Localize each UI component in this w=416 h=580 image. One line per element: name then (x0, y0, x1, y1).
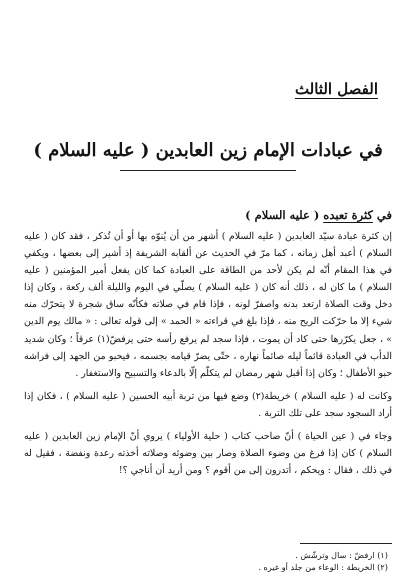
footnote-divider (300, 543, 392, 544)
section-heading (245, 208, 392, 222)
footnote-1: (١) ارفضّ : سال وترشّش . (295, 550, 388, 560)
chapter-title: في عبادات الإمام زين العابدين ( عليه السلام ) (33, 140, 383, 161)
chapter-label: الفصل الثالث (294, 80, 378, 98)
section-heading-suffix: ( عليه السلام ) (245, 208, 324, 222)
body-text (24, 228, 392, 485)
footnotes (258, 549, 388, 573)
paragraph-2: وكانت له ( عليه السلام ) خريطة(٢) وضع فيها من تربة أبيه الحسين ( عليه السلام ) ، فكان إذا أراد السجود سجد على تلك التربة . (24, 390, 392, 419)
section-heading-prefix: في (372, 208, 392, 222)
paragraph-3: وجاء في ( عين الحياة ) أنّ صاحب كتاب ( حلية الأولياء ) يروي أنّ الإمام زين العابدين ( عليه السلام ) كان إذا فرغ من وضوء الصلاة وصار بين وضوئه وصلاته أخذته رعدة ونفضة ، فقيل له في ذلك ، فقال : ويحكم ، أتدرون إلى من أقوم ؟ ومن أريد أن أناجي ؟! (24, 431, 392, 477)
footnote-2: (٢) الخريطة : الوعاء من جلد أو غيره . (258, 562, 388, 572)
section-heading-main: كثرة تعبده (323, 208, 373, 222)
paragraph-1: إن كثرة عبادة سيّد العابدين ( عليه السلام ) أشهر من أن يُنوّه بها أو أن تُذكر ، فقد كان ( عليه السلام ) أعبد أهل زمانه ، كما مرّ في الحديث عن ألقابه الشريفة إذ أشير إلى بعضها ، ويكفي في هذا المقام أنّه لم يكن لأحد من الطاقة على العبادة كما كان يفعل أمير المؤمنين ( عليه السلام ) ما كان له ، ذلك أنه كان ( عليه السلام ) يصلّي في اليوم والليلة ألف ركعة ، وكان إذا دخل وقت الصلاة ارتعد بدنه واصفرّ لونه ، فإذا قام في صلاته فكأنّه ساق شجرة لا يتحرّك منه شيء إلا ما حرّكت الريح منه ، فإذا بلغ في قراءته « الحمد » إلى قوله تعالى : « مالك يوم الدين » ، جعل يكرّرها حتى كاد أن يموت ، فإذا سجد لم يرفع رأسه حتى يرفضّ(١) عرقاً ؛ وكان شديد الدأب في العبادة قائماً ليله صائماً نهاره ، حتّى يضرّ قيامه بجسمه ، فيحبو من الجهد إلى فراشه حبو الأطفال ؛ وكان إذا أقبل شهر رمضان لم يتكلّم إلّا بالدعاء والتسبيح والاستغفار . (24, 231, 392, 379)
title-underline (120, 170, 296, 171)
